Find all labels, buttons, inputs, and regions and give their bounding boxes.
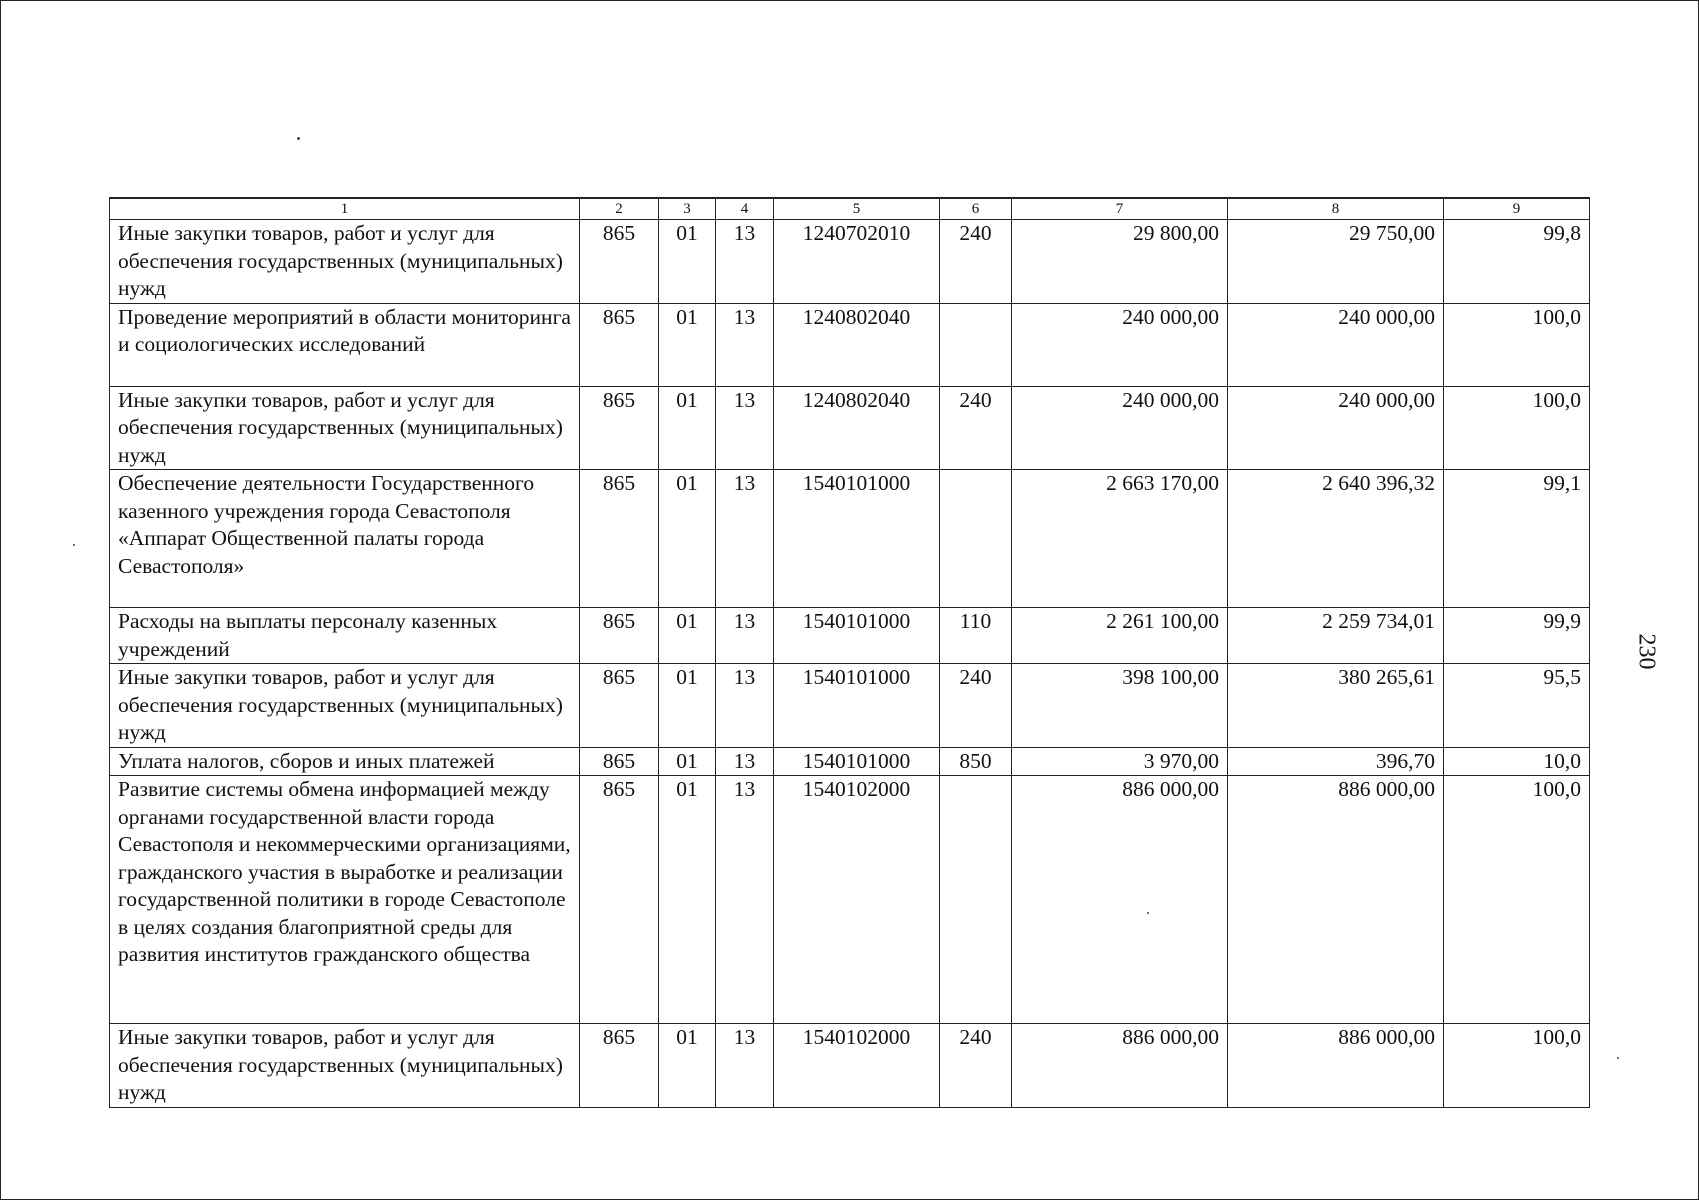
cell-section: 01 bbox=[659, 303, 716, 386]
cell-section: 01 bbox=[659, 470, 716, 608]
cell-percent: 100,0 bbox=[1444, 303, 1590, 386]
cell-admin-code: 865 bbox=[580, 303, 659, 386]
cell-target-article: 1240702010 bbox=[774, 220, 940, 304]
table-row bbox=[110, 776, 1590, 1024]
scan-speck bbox=[1147, 912, 1149, 914]
row-description: Иные закупки товаров, работ и услуг для обеспечения государственных (муниципальных) нужд bbox=[110, 1024, 580, 1108]
cell-subsection: 13 bbox=[716, 220, 774, 304]
cell-executed: 2 259 734,01 bbox=[1228, 608, 1444, 664]
cell-percent: 10,0 bbox=[1444, 747, 1590, 776]
cell-target-article: 1240802040 bbox=[774, 303, 940, 386]
page-number: 230 bbox=[1633, 633, 1660, 670]
cell-admin-code: 865 bbox=[580, 470, 659, 608]
cell-percent: 100,0 bbox=[1444, 776, 1590, 1024]
table-row bbox=[110, 747, 1590, 776]
table-row bbox=[110, 303, 1590, 386]
cell-planned: 240 000,00 bbox=[1012, 386, 1228, 470]
budget-table bbox=[109, 197, 1590, 1108]
table-row bbox=[110, 386, 1590, 470]
cell-executed: 886 000,00 bbox=[1228, 1024, 1444, 1108]
scan-speck bbox=[73, 544, 75, 546]
cell-admin-code: 865 bbox=[580, 747, 659, 776]
column-header: 4 bbox=[716, 198, 774, 220]
cell-target-article: 1540102000 bbox=[774, 1024, 940, 1108]
cell-section: 01 bbox=[659, 664, 716, 748]
cell-percent: 100,0 bbox=[1444, 1024, 1590, 1108]
cell-expense-type: 240 bbox=[940, 1024, 1012, 1108]
cell-planned: 3 970,00 bbox=[1012, 747, 1228, 776]
row-description: Расходы на выплаты персоналу казенных учреждений bbox=[110, 608, 580, 664]
cell-target-article: 1540101000 bbox=[774, 747, 940, 776]
cell-section: 01 bbox=[659, 386, 716, 470]
row-description: Проведение мероприятий в области мониторинга и социологических исследований bbox=[110, 303, 580, 386]
cell-planned: 2 663 170,00 bbox=[1012, 470, 1228, 608]
cell-subsection: 13 bbox=[716, 747, 774, 776]
cell-section: 01 bbox=[659, 1024, 716, 1108]
row-description: Обеспечение деятельности Государственного казенного учреждения города Севастополя «Аппарат Общественной палаты города Севастополя» bbox=[110, 470, 580, 608]
cell-planned: 29 800,00 bbox=[1012, 220, 1228, 304]
cell-admin-code: 865 bbox=[580, 220, 659, 304]
cell-target-article: 1540101000 bbox=[774, 608, 940, 664]
cell-executed: 29 750,00 bbox=[1228, 220, 1444, 304]
cell-expense-type: 850 bbox=[940, 747, 1012, 776]
cell-target-article: 1540101000 bbox=[774, 470, 940, 608]
cell-target-article: 1240802040 bbox=[774, 386, 940, 470]
cell-executed: 396,70 bbox=[1228, 747, 1444, 776]
column-header: 9 bbox=[1444, 198, 1590, 220]
cell-section: 01 bbox=[659, 776, 716, 1024]
cell-planned: 2 261 100,00 bbox=[1012, 608, 1228, 664]
cell-expense-type: 110 bbox=[940, 608, 1012, 664]
cell-executed: 886 000,00 bbox=[1228, 776, 1444, 1024]
column-header: 5 bbox=[774, 198, 940, 220]
cell-expense-type bbox=[940, 776, 1012, 1024]
cell-subsection: 13 bbox=[716, 608, 774, 664]
cell-subsection: 13 bbox=[716, 664, 774, 748]
cell-admin-code: 865 bbox=[580, 386, 659, 470]
scan-speck bbox=[297, 137, 300, 140]
cell-planned: 886 000,00 bbox=[1012, 1024, 1228, 1108]
cell-executed: 2 640 396,32 bbox=[1228, 470, 1444, 608]
cell-executed: 240 000,00 bbox=[1228, 386, 1444, 470]
cell-percent: 99,9 bbox=[1444, 608, 1590, 664]
cell-admin-code: 865 bbox=[580, 1024, 659, 1108]
cell-planned: 240 000,00 bbox=[1012, 303, 1228, 386]
cell-planned: 886 000,00 bbox=[1012, 776, 1228, 1024]
cell-section: 01 bbox=[659, 747, 716, 776]
cell-admin-code: 865 bbox=[580, 608, 659, 664]
table-row bbox=[110, 1024, 1590, 1108]
cell-percent: 99,1 bbox=[1444, 470, 1590, 608]
table-row bbox=[110, 664, 1590, 748]
row-description: Иные закупки товаров, работ и услуг для обеспечения государственных (муниципальных) нужд bbox=[110, 386, 580, 470]
cell-percent: 100,0 bbox=[1444, 386, 1590, 470]
column-header: 6 bbox=[940, 198, 1012, 220]
cell-percent: 99,8 bbox=[1444, 220, 1590, 304]
cell-subsection: 13 bbox=[716, 386, 774, 470]
row-description: Иные закупки товаров, работ и услуг для обеспечения государственных (муниципальных) нужд bbox=[110, 664, 580, 748]
cell-target-article: 1540101000 bbox=[774, 664, 940, 748]
cell-admin-code: 865 bbox=[580, 664, 659, 748]
column-header: 1 bbox=[110, 198, 580, 220]
cell-planned: 398 100,00 bbox=[1012, 664, 1228, 748]
cell-executed: 240 000,00 bbox=[1228, 303, 1444, 386]
column-header: 3 bbox=[659, 198, 716, 220]
cell-section: 01 bbox=[659, 608, 716, 664]
cell-percent: 95,5 bbox=[1444, 664, 1590, 748]
cell-admin-code: 865 bbox=[580, 776, 659, 1024]
cell-expense-type bbox=[940, 470, 1012, 608]
cell-subsection: 13 bbox=[716, 1024, 774, 1108]
cell-target-article: 1540102000 bbox=[774, 776, 940, 1024]
column-header: 8 bbox=[1228, 198, 1444, 220]
cell-expense-type bbox=[940, 303, 1012, 386]
column-header: 2 bbox=[580, 198, 659, 220]
table-row bbox=[110, 470, 1590, 608]
cell-subsection: 13 bbox=[716, 303, 774, 386]
scan-speck bbox=[1617, 1057, 1619, 1059]
cell-subsection: 13 bbox=[716, 776, 774, 1024]
cell-expense-type: 240 bbox=[940, 386, 1012, 470]
cell-section: 01 bbox=[659, 220, 716, 304]
cell-expense-type: 240 bbox=[940, 664, 1012, 748]
table-row bbox=[110, 608, 1590, 664]
cell-expense-type: 240 bbox=[940, 220, 1012, 304]
row-description: Уплата налогов, сборов и иных платежей bbox=[110, 747, 580, 776]
cell-executed: 380 265,61 bbox=[1228, 664, 1444, 748]
table-header-row bbox=[110, 198, 1590, 220]
row-description: Развитие системы обмена информацией между органами государственной власти города Севастополя и некоммерческими организациями, гражданского участия в выработке и реализации государственной политики в городе Севастополе в целях создания благоприятной среды для развития институтов гражданского общества bbox=[110, 776, 580, 1024]
table-row bbox=[110, 220, 1590, 304]
cell-subsection: 13 bbox=[716, 470, 774, 608]
column-header: 7 bbox=[1012, 198, 1228, 220]
row-description: Иные закупки товаров, работ и услуг для обеспечения государственных (муниципальных) нужд bbox=[110, 220, 580, 304]
